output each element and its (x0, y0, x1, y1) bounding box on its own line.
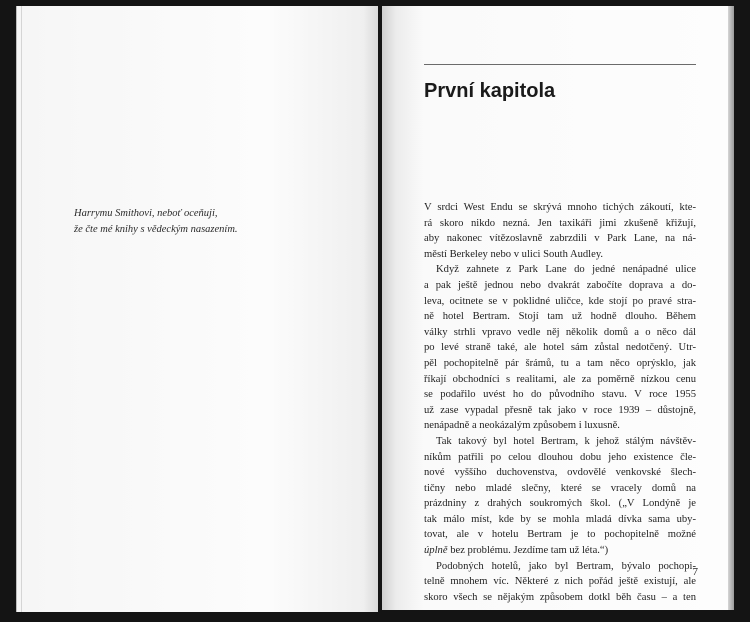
page-edge (16, 6, 22, 612)
text-line: nenápadně a neokázalým způsobem i luxusně. (424, 420, 620, 432)
text-line: leva, ocitnete se v poklidné uličce, kde stojí po pravé stra- (424, 295, 696, 307)
text-line: Když zahnete z Park Lane do jedné nenápadné ulice (436, 264, 696, 276)
text-line: tak málo míst, kde by se mohla mladá dívka sama uby- (424, 513, 696, 525)
page-number: 7 (692, 566, 698, 578)
text-line: Podobných hotelů, jako byl Bertram, bývalo pochopi- (436, 560, 696, 572)
text-line: prázdniny z drahých soukromých škol. („V Londýně je (424, 498, 696, 510)
text-line: už zase vypadal přesně tak jako v roce 1939 – důstojně, (424, 404, 696, 416)
text-line: skoro všech se nějakým způsobem dotkl běh času – a ten (424, 591, 696, 603)
text-line: níkům patřili po celou dlouhou dobu jeho existence čle- (424, 451, 696, 463)
text-line: rá skoro nikdo nezná. Jen taxikáři jimi zkušeně křižují, (424, 217, 696, 229)
text-line: války strhli vpravo vedle něj několik domů a o něco dál (424, 326, 696, 338)
chapter-rule (424, 64, 696, 65)
left-page (16, 6, 378, 612)
right-page (382, 6, 728, 610)
text-line: úplně bez problému. Jezdíme tam už léta.“) (424, 545, 609, 557)
text-line: po levé straně také, ale hotel sám zůstal nedotčený. Utr- (424, 342, 696, 354)
text-line: V srdci West Endu se skrývá mnoho tichých zákoutí, kte- (424, 202, 696, 213)
text-line: ně hotel Bertram. Stojí tam už hodně dlouho. Během (424, 311, 696, 323)
text-line: aby nakonec vítězoslavně zabrzdili v Park Lane, na ná- (424, 233, 696, 245)
text-line: se podařilo uvést ho do původního stavu. V roce 1955 (424, 389, 696, 401)
dedication (74, 206, 374, 238)
dedication-line: že čte mé knihy s vědeckým nasazením. (74, 224, 238, 235)
text-line: a pak ještě jednou nebo dvakrát zabočíte doprava a do- (424, 279, 696, 291)
text-line: říkají obchodníci s realitami, ale za poměrně nízkou cenu (424, 373, 696, 385)
text-line: telně mnohem víc. Některé z nich pořád ještě existují, ale (424, 576, 696, 588)
text-line: tičny nebo mladé slečny, které se vracely domů na (424, 482, 696, 494)
body-text (424, 200, 696, 605)
text-line: nové vyššího duchovenstva, ovdovělé venkovské šlech- (424, 467, 696, 479)
dedication-line: Harrymu Smithovi, neboť oceňuji, (74, 208, 218, 219)
text-line: tovat, ale v hotelu Bertram je to pochopitelně možné (424, 529, 696, 541)
text-line: městí Berkeley nebo v ulici South Audley. (424, 248, 604, 260)
page-edge-shadow (728, 6, 734, 610)
chapter-title: První kapitola (424, 80, 556, 102)
text-line: Tak takový byl hotel Bertram, k jehož stálým návštěv- (436, 435, 696, 447)
text-line: pěl pochopitelně pár šrámů, tu a tam něco oprýsklo, jak (424, 357, 696, 369)
